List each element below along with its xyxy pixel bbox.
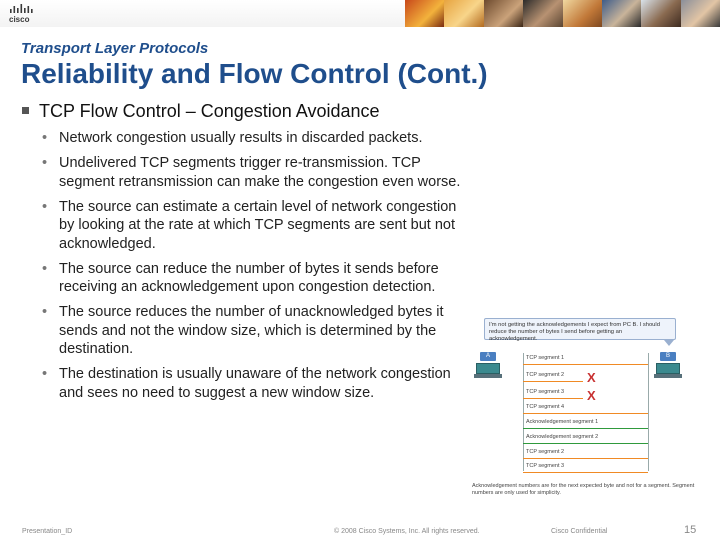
photo-7 xyxy=(641,0,680,27)
photo-5 xyxy=(563,0,602,27)
segment-row xyxy=(523,433,648,444)
sub-bullet xyxy=(40,129,470,148)
segment-row xyxy=(523,371,583,382)
computer-icon xyxy=(656,363,680,374)
square-bullet-icon xyxy=(22,107,29,114)
header-banner xyxy=(0,0,720,27)
timeline-b xyxy=(648,353,649,471)
bullet-dot-icon: • xyxy=(42,260,48,277)
segment-label: TCP segment 3 xyxy=(526,389,565,395)
sub-bullet-text: Undelivered TCP segments trigger re-transmission. TCP segment retransmission can make the congestion even worse. xyxy=(59,155,461,190)
banner-background xyxy=(0,0,405,27)
segment-row xyxy=(523,418,648,429)
sub-bullet-text: The source can reduce the number of bytes it sends before receiving an acknowledgement upon congestion detection. xyxy=(59,260,439,295)
svg-text:cisco: cisco xyxy=(9,15,30,23)
figure-caption: Acknowledgement numbers are for the next expected byte and not for a segment. Segment numbers are only used for simplicity. xyxy=(472,483,695,496)
host-b xyxy=(654,352,682,378)
confidential-label: Cisco Confidential xyxy=(551,528,608,535)
host-a-label: A xyxy=(480,352,496,361)
segment-label: TCP segment 2 xyxy=(526,449,565,455)
sub-bullet-text: The source reduces the number of unacknowledged bytes it sends and not the window size, which is determined by the destination. xyxy=(59,304,444,357)
photo-1 xyxy=(405,0,444,27)
copyright: © 2008 Cisco Systems, Inc. All rights reserved. xyxy=(334,528,480,535)
sub-bullet xyxy=(40,154,470,191)
segment-label: TCP segment 3 xyxy=(526,463,565,469)
sub-bullet xyxy=(40,198,470,254)
host-a xyxy=(474,352,502,378)
sub-bullet xyxy=(40,303,470,359)
note-pointer-icon xyxy=(664,340,674,346)
segment-row xyxy=(523,448,648,459)
lost-segment-icon: X xyxy=(587,370,596,385)
cisco-logo xyxy=(8,4,42,23)
sub-bullet-text: The destination is usually unaware of the network congestion and sees no need to suggest a new window size. xyxy=(59,366,451,401)
computer-icon xyxy=(476,363,500,374)
segment-label: Acknowledgement segment 2 xyxy=(526,434,599,440)
bullet-dot-icon: • xyxy=(42,304,48,320)
photo-8 xyxy=(681,0,720,27)
lost-segment-icon: X xyxy=(587,388,596,403)
photo-4 xyxy=(523,0,562,27)
bullet-dot-icon: • xyxy=(42,366,48,382)
sub-bullet-text: The source can estimate a certain level of network congestion by looking at the rate at which TCP segments are sent but not acknowledged. xyxy=(59,198,457,252)
congestion-figure xyxy=(470,318,702,500)
segment-label: TCP segment 4 xyxy=(526,404,565,410)
host-b-label: B xyxy=(660,352,676,361)
photo-2 xyxy=(444,0,483,27)
photo-6 xyxy=(602,0,641,27)
segment-row xyxy=(523,462,648,473)
segment-row xyxy=(523,354,648,365)
bullet-dot-icon: • xyxy=(42,155,48,171)
main-bullet xyxy=(22,101,380,122)
slide-subtitle: Transport Layer Protocols xyxy=(21,40,209,57)
segment-label: Acknowledgement segment 1 xyxy=(526,419,599,425)
main-bullet-text: TCP Flow Control – Congestion Avoidance xyxy=(39,101,380,121)
segment-label: TCP segment 1 xyxy=(526,355,565,361)
sub-bullet xyxy=(40,260,470,297)
photo-3 xyxy=(484,0,523,27)
bullet-dot-icon: • xyxy=(42,130,48,146)
slide-title: Reliability and Flow Control (Cont.) xyxy=(21,58,488,89)
bullet-dot-icon: • xyxy=(42,198,48,215)
page-number: 15 xyxy=(684,524,697,536)
figure-note: I'm not getting the acknowledgements I expect from PC B. I should reduce the number of bytes I send before getting an acknowledgement. xyxy=(484,318,676,340)
computer-base-icon xyxy=(474,374,502,378)
presentation-id: Presentation_ID xyxy=(22,528,73,535)
sub-bullet xyxy=(40,365,470,402)
segment-row xyxy=(523,388,583,399)
segment-label: TCP segment 2 xyxy=(526,372,565,378)
computer-base-icon xyxy=(654,374,682,378)
sub-bullet-text: Network congestion usually results in discarded packets. xyxy=(59,130,423,146)
photo-strip xyxy=(405,0,720,27)
segment-row xyxy=(523,403,648,414)
sub-bullet-list xyxy=(40,129,470,409)
